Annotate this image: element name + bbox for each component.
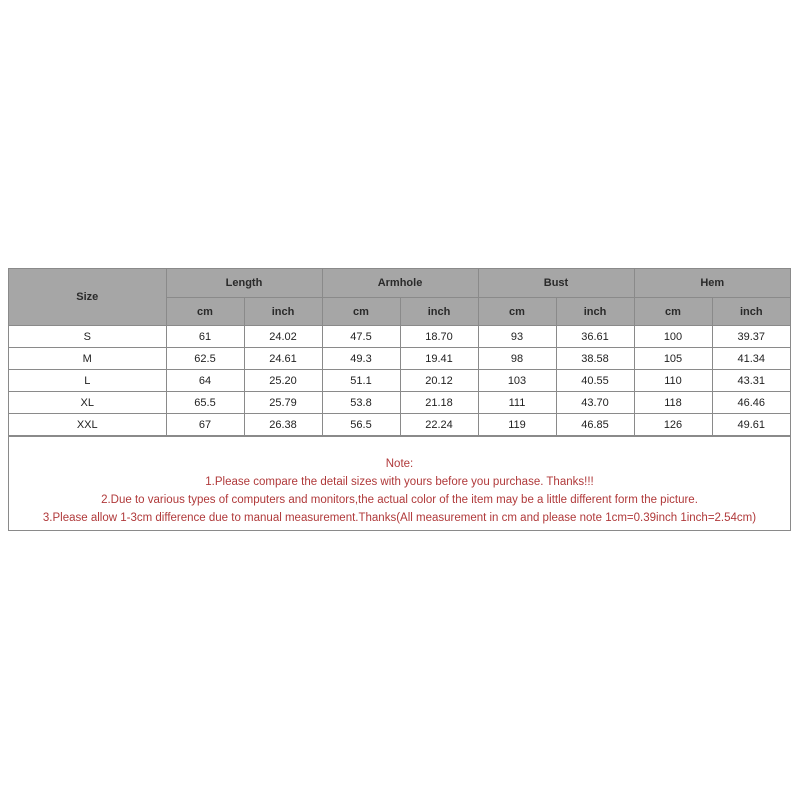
table-cell: 41.34: [712, 348, 790, 370]
table-cell: 43.70: [556, 392, 634, 414]
table-cell: 56.5: [322, 414, 400, 436]
table-cell: 49.3: [322, 348, 400, 370]
table-cell: 110: [634, 370, 712, 392]
unit-header: cm: [166, 298, 244, 326]
table-cell: 65.5: [166, 392, 244, 414]
table-row: [9, 414, 790, 436]
table-cell: 61: [166, 326, 244, 348]
table-cell: 19.41: [400, 348, 478, 370]
armhole-group-header: Armhole: [322, 269, 478, 298]
size-cell: S: [9, 326, 166, 348]
note-title: Note:: [385, 458, 414, 470]
unit-header: cm: [478, 298, 556, 326]
table-cell: 38.58: [556, 348, 634, 370]
table-cell: 21.18: [400, 392, 478, 414]
table-row: [9, 370, 790, 392]
table-cell: 22.24: [400, 414, 478, 436]
table-cell: 67: [166, 414, 244, 436]
note-line: 2.Due to various types of computers and monitors,the actual color of the item may be a little different form the picture.: [101, 494, 698, 506]
table-cell: 24.61: [244, 348, 322, 370]
bust-group-header: Bust: [478, 269, 634, 298]
unit-header: inch: [712, 298, 790, 326]
note-line: 1.Please compare the detail sizes with yours before you purchase. Thanks!!!: [205, 476, 594, 488]
table-cell: 47.5: [322, 326, 400, 348]
size-table: [9, 269, 790, 436]
table-cell: 46.46: [712, 392, 790, 414]
unit-header: inch: [400, 298, 478, 326]
table-cell: 105: [634, 348, 712, 370]
table-row: [9, 392, 790, 414]
size-cell: L: [9, 370, 166, 392]
size-cell: M: [9, 348, 166, 370]
table-cell: 103: [478, 370, 556, 392]
table-cell: 62.5: [166, 348, 244, 370]
table-cell: 93: [478, 326, 556, 348]
size-chart: [8, 268, 791, 531]
table-cell: 18.70: [400, 326, 478, 348]
length-group-header: Length: [166, 269, 322, 298]
table-cell: 43.31: [712, 370, 790, 392]
table-cell: 111: [478, 392, 556, 414]
size-cell: XL: [9, 392, 166, 414]
unit-header: cm: [322, 298, 400, 326]
table-cell: 25.20: [244, 370, 322, 392]
note-line: 3.Please allow 1-3cm difference due to manual measurement.Thanks(All measurement in cm and please note 1cm=0.39inch 1inch=2.54cm): [42, 512, 757, 524]
table-cell: 51.1: [322, 370, 400, 392]
hem-group-header: Hem: [634, 269, 790, 298]
table-cell: 36.61: [556, 326, 634, 348]
table-cell: 64: [166, 370, 244, 392]
notes-section: [9, 436, 790, 530]
table-cell: 24.02: [244, 326, 322, 348]
unit-header: inch: [556, 298, 634, 326]
table-cell: 49.61: [712, 414, 790, 436]
size-cell: XXL: [9, 414, 166, 436]
table-cell: 118: [634, 392, 712, 414]
size-column-header: Size: [9, 269, 166, 326]
table-cell: 46.85: [556, 414, 634, 436]
table-cell: 53.8: [322, 392, 400, 414]
table-cell: 25.79: [244, 392, 322, 414]
table-cell: 20.12: [400, 370, 478, 392]
table-cell: 39.37: [712, 326, 790, 348]
table-cell: 98: [478, 348, 556, 370]
unit-header: cm: [634, 298, 712, 326]
unit-header: inch: [244, 298, 322, 326]
table-row: [9, 348, 790, 370]
table-cell: 100: [634, 326, 712, 348]
table-header-row: [9, 269, 790, 298]
table-cell: 26.38: [244, 414, 322, 436]
table-cell: 119: [478, 414, 556, 436]
table-row: [9, 326, 790, 348]
table-cell: 40.55: [556, 370, 634, 392]
table-cell: 126: [634, 414, 712, 436]
